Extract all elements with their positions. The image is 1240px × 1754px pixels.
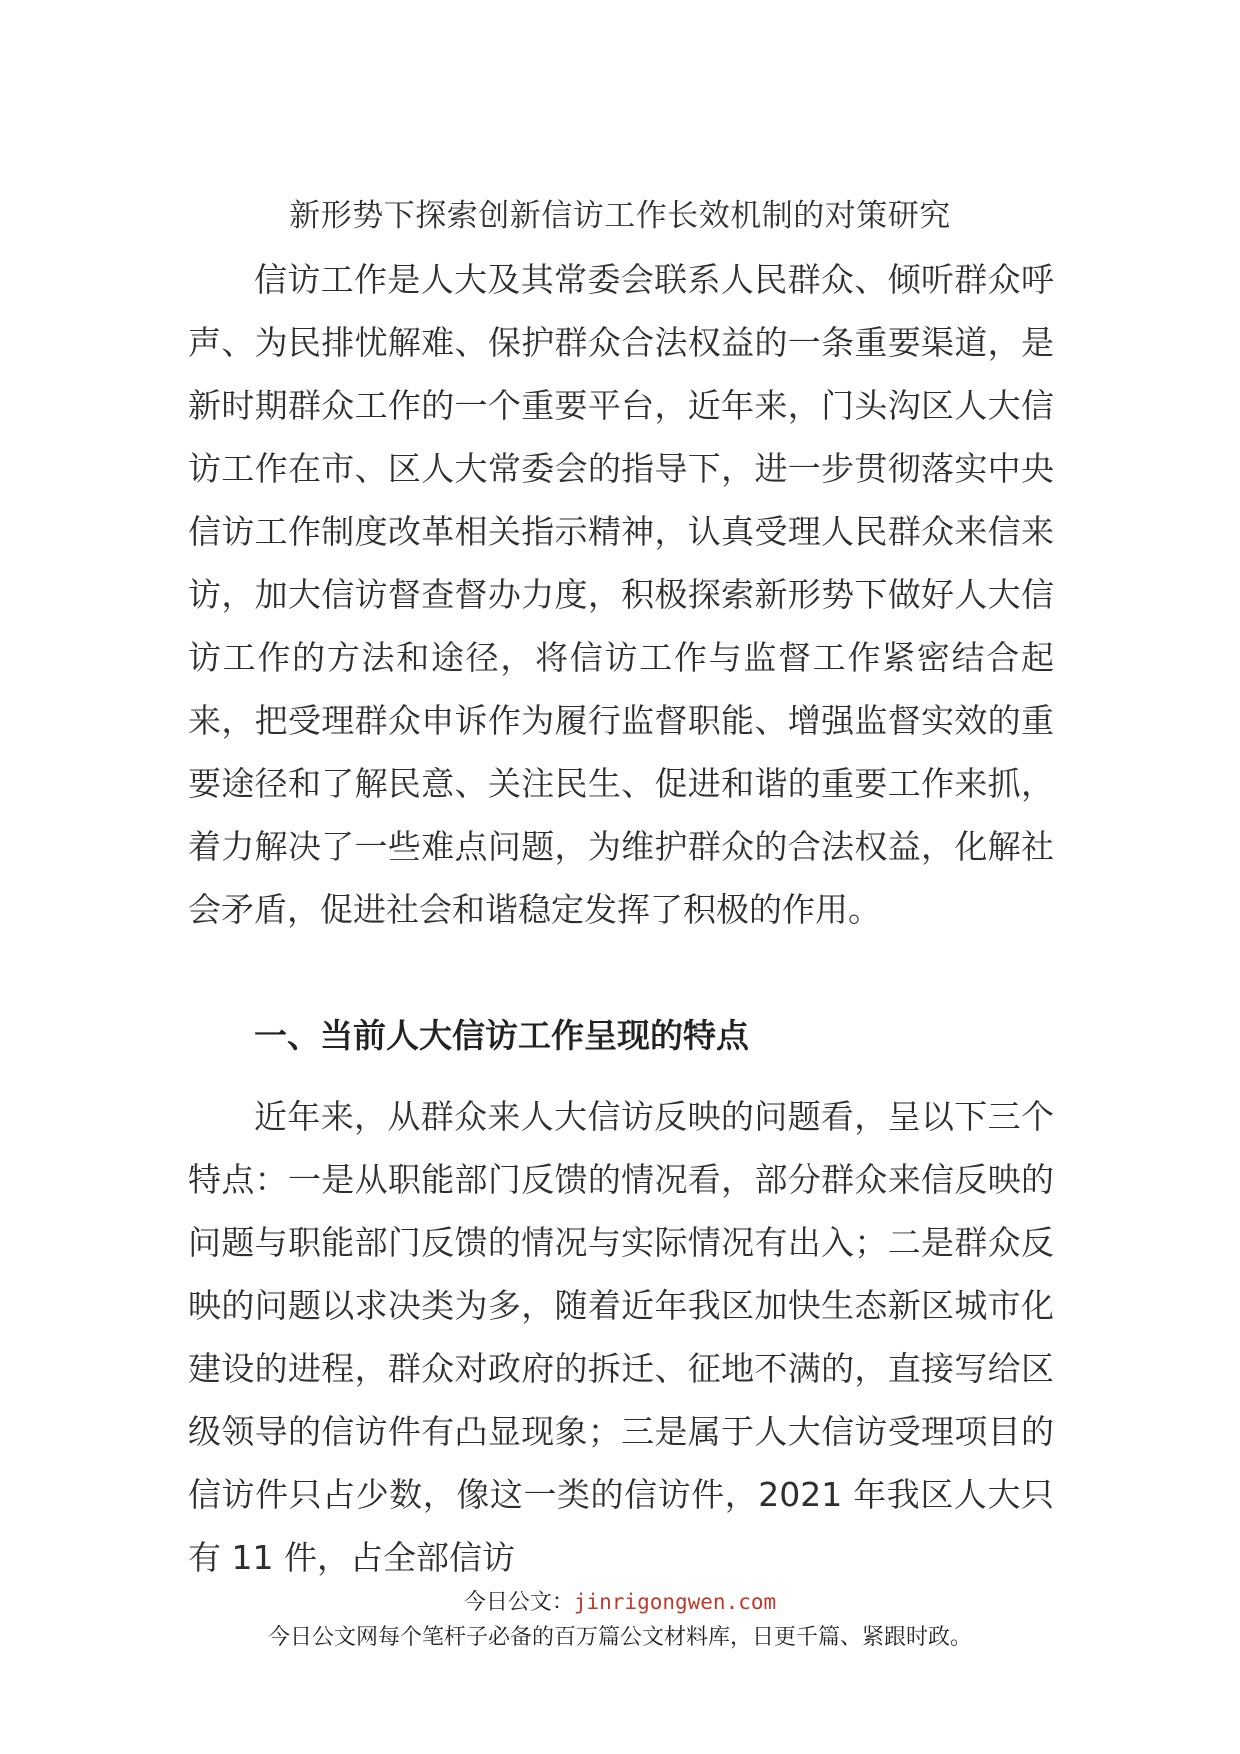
- document-title: 新形势下探索创新信访工作长效机制的对策研究: [289, 198, 951, 234]
- section-heading: 一、当前人大信访工作呈现的特点: [254, 1016, 749, 1055]
- section-paragraph-block: [188, 1085, 1054, 1589]
- footer-site-line: [0, 1585, 1240, 1616]
- footer-site-url[interactable]: jinrigongwen.com: [573, 1590, 777, 1614]
- intro-paragraph: 信访工作是人大及其常委会联系人民群众、倾听群众呼声、为民排忧解难、保护群众合法权益的一条重要渠道，是新时期群众工作的一个重要平台，近年来，门头沟区人大信访工作在市、区人大常委会的指导下，进一步贯彻落实中央信访工作制度改革相关指示精神，认真受理人民群众来信来访，加大信访督查督办力度，积极探索新形势下做好人大信访工作的方法和途径，将信访工作与监督工作紧密结合起来，把受理群众申诉作为履行监督职能、增强监督实效的重要途径和了解民意、关注民生、促进和谐的重要工作来抓，着力解决了一些难点问题，为维护群众的合法权益，化解社会矛盾，促进社会和谐稳定发挥了积极的作用。: [188, 260, 1054, 929]
- footer-site-label: 今日公文：: [463, 1590, 574, 1615]
- intro-paragraph-block: [188, 248, 1054, 941]
- section-paragraph: 近年来，从群众来人大信访反映的问题看，呈以下三个特点：一是从职能部门反馈的情况看，部分群众来信反映的问题与职能部门反馈的情况与实际情况有出入；二是群众反映的问题以求决类为多，随着近年我区加快生态新区城市化建设的进程，群众对政府的拆迁、征地不满的，直接写给区级领导的信访件有凸显现象；三是属于人大信访受理项目的信访件只占少数，像这一类的信访件，2021 年我区人大只有 11 件，占全部信访: [188, 1097, 1054, 1577]
- footer-tagline: 今日公文网每个笔杆子必备的百万篇公文材料库，日更千篇、紧跟时政。: [267, 1625, 972, 1650]
